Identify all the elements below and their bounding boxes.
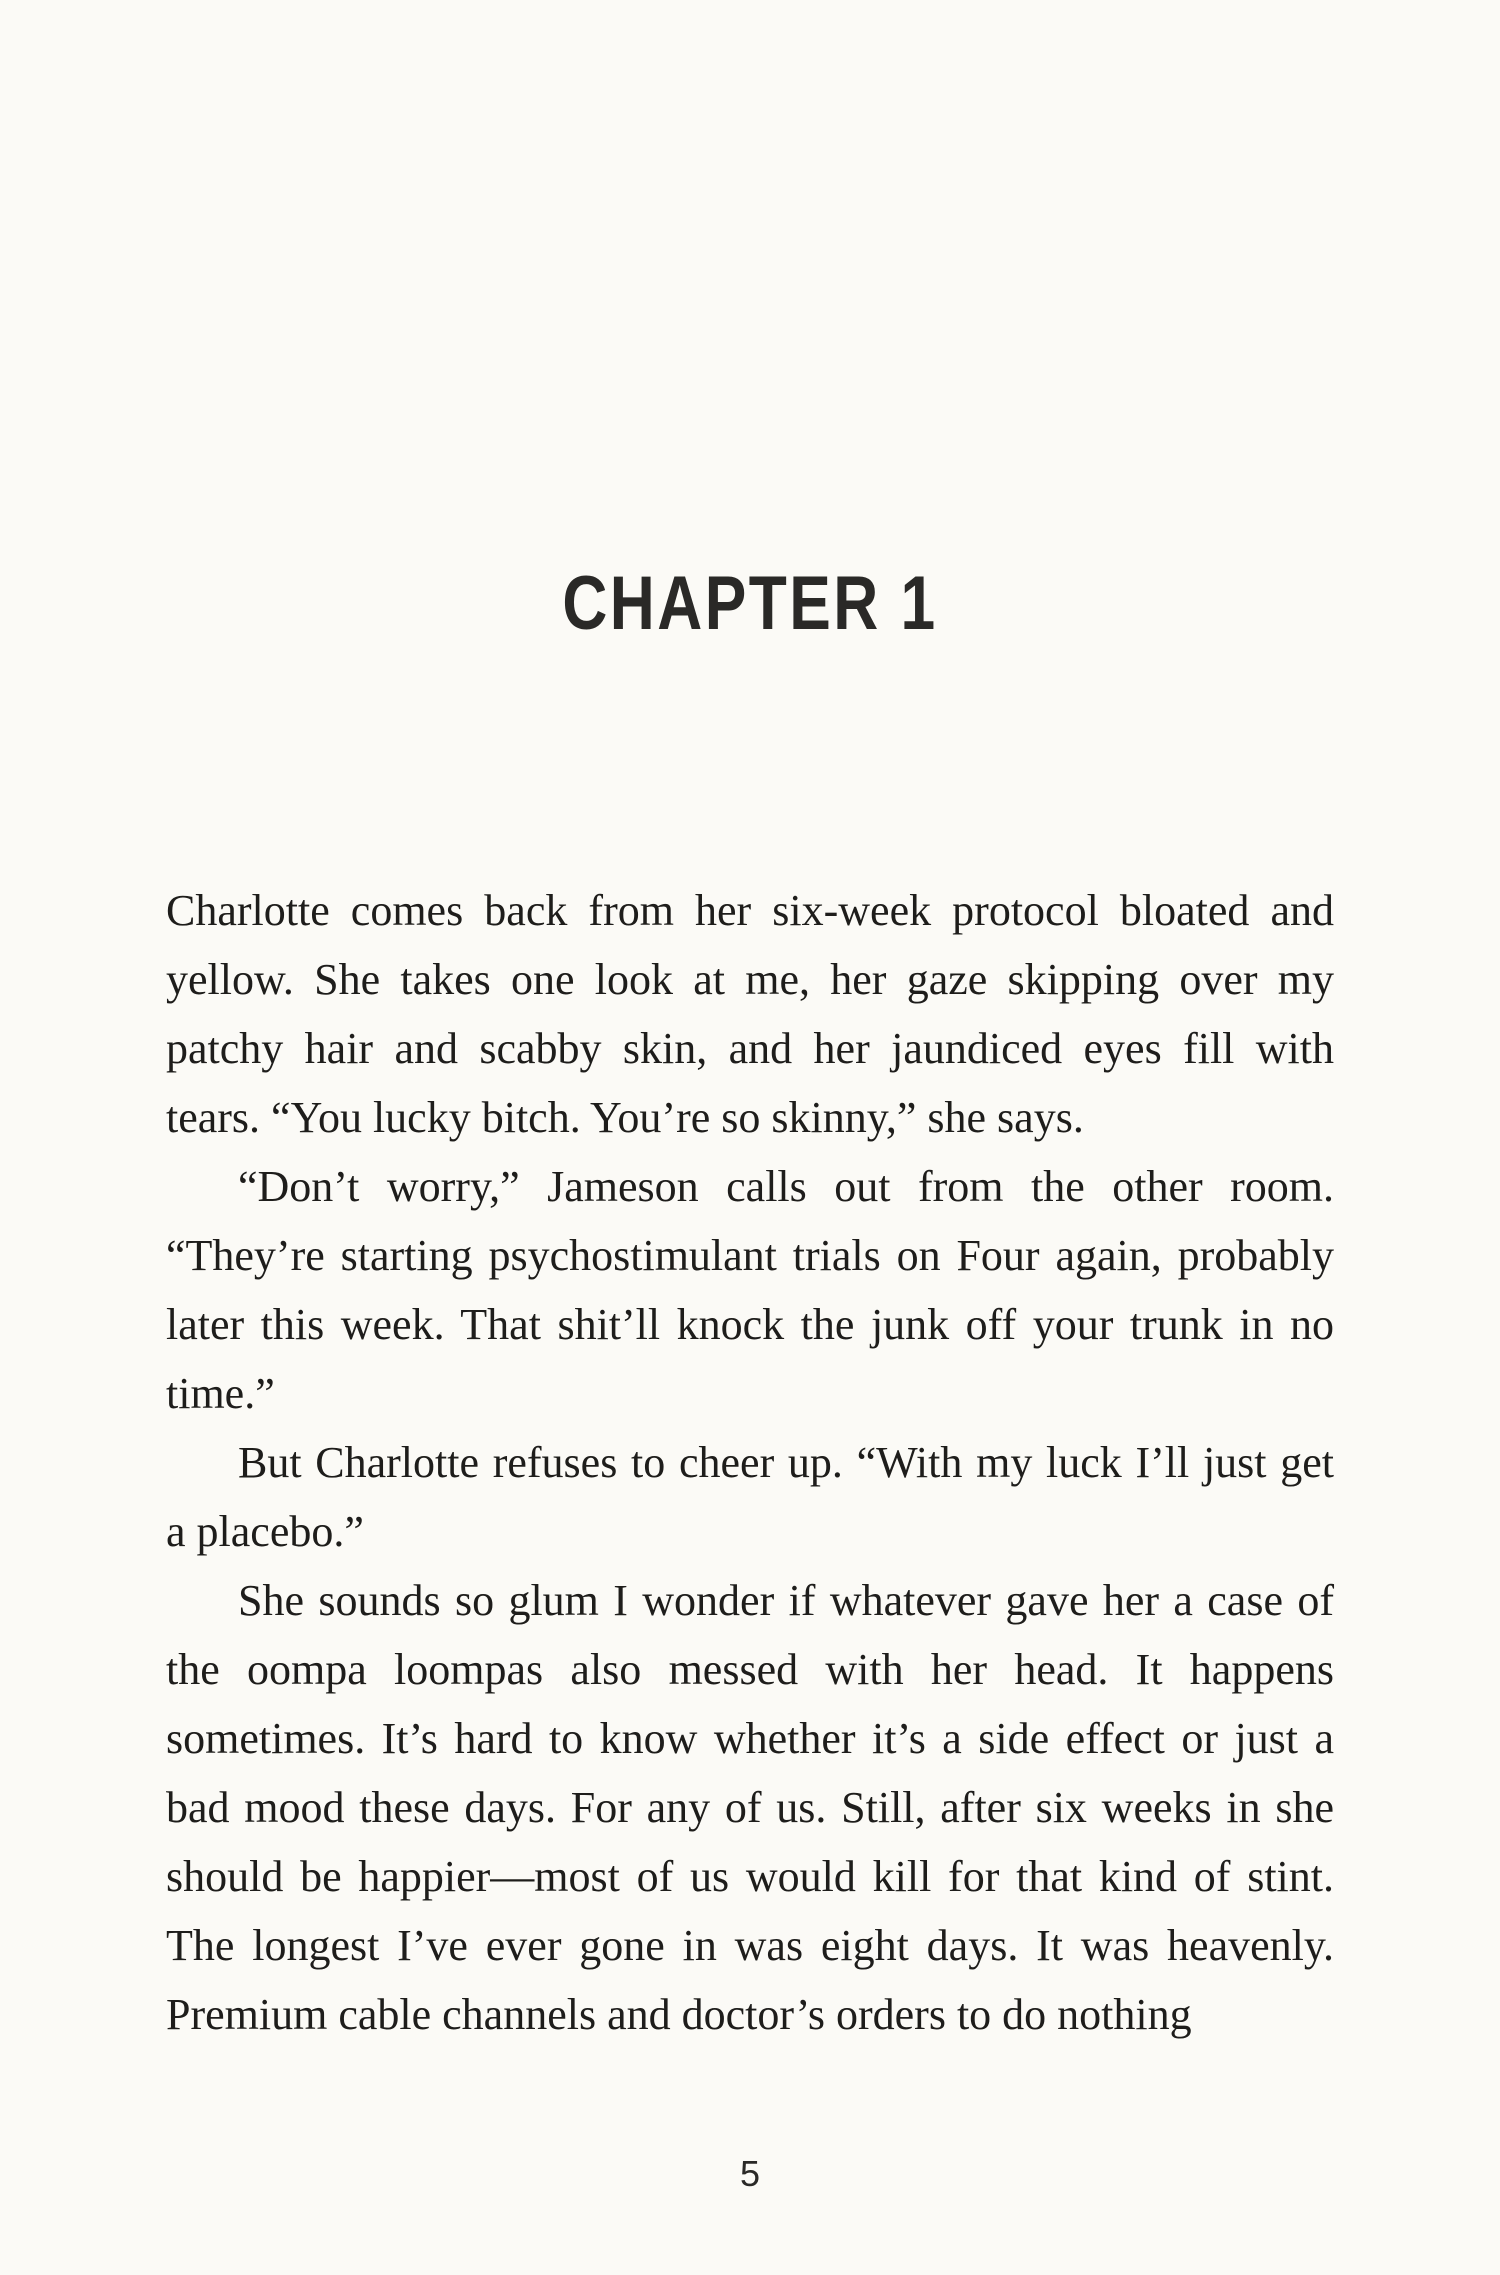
paragraph: “Don’t worry,” Jameson calls out from the other room. “They’re starting psychostimulant trials on Four again, probably later this week. That shit’ll knock the junk off your trunk in no time.” [166,1162,1334,1418]
page-number: 5 [739,2153,761,2194]
chapter-title: CHAPTER 1 [562,561,938,646]
chapter-body [166,876,1334,2049]
paragraph: She sounds so glum I wonder if whatever gave her a case of the oompa loompas also messed with her head. It happens sometimes. It’s hard to know whether it’s a side effect or just a bad mood these days. For any of us. Still, after six weeks in she should be happier—most of us would kill for that kind of stint. The longest I’ve ever gone in was eight days. It was heavenly. Premium cable channels and doctor’s orders to do nothing [166,1576,1334,2039]
paragraph: Charlotte comes back from her six-week protocol bloated and yellow. She takes one look at me, her gaze skipping over my patchy hair and scabby skin, and her jaundiced eyes fill with tears. “You lucky bitch. You’re so skinny,” she says. [166,886,1334,1142]
paragraph: But Charlotte refuses to cheer up. “With my luck I’ll just get a placebo.” [166,1438,1334,1556]
